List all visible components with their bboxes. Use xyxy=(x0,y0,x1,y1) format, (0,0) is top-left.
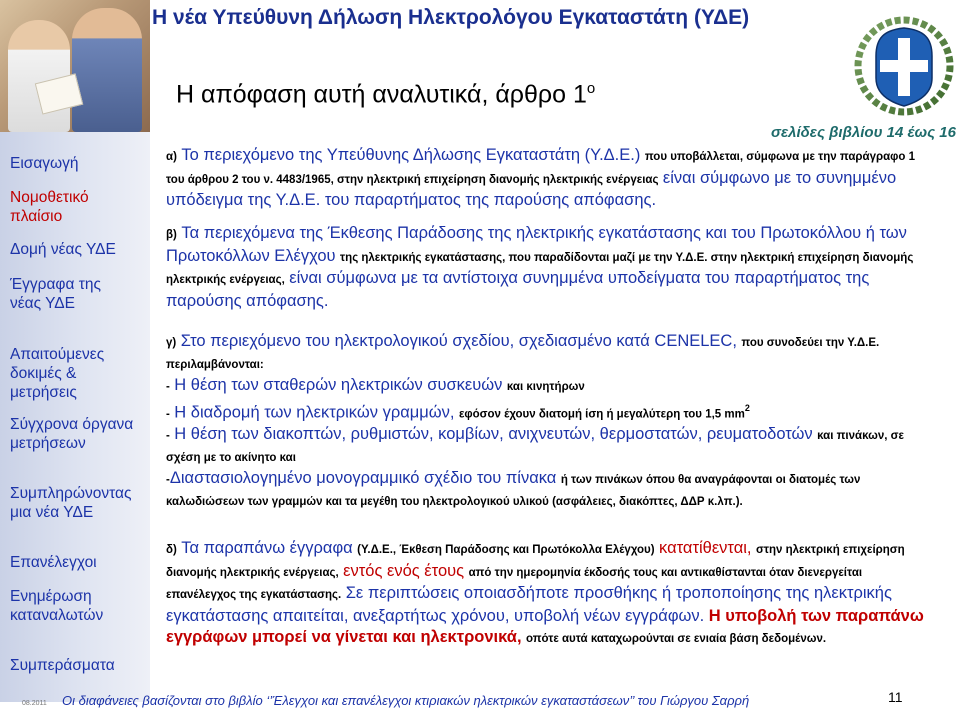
nav-item-consumer-info[interactable]: Ενημέρωση καταναλωτών xyxy=(10,588,104,624)
text-emphasis: Τα περιεχόμενα της Έκθεσης Παράδοσης της ηλεκτρικής εγκατάστασης και του Πρωτοκόλλου ή των Πρωτοκόλλων Ελέγχου xyxy=(166,224,907,265)
list-dash: - xyxy=(166,407,170,420)
text-detail: (Υ.Δ.Ε., Έκθεση Παράδοσης και Πρωτόκολλα Ελέγχου) xyxy=(357,544,655,556)
nav-item-conclusions[interactable]: Συμπεράσματα xyxy=(10,657,115,674)
item-prefix: β) xyxy=(166,229,177,241)
text-detail: που υποβάλλεται, σύμφωνα με την παράγραφο 1 του άρθρου 2 του ν. 4483/1965, στην ηλεκτρική επιχείρηση διανομής ηλεκτρικής ενέργειας xyxy=(166,151,916,186)
book-page-reference: σελίδες βιβλίου 14 έως 16 xyxy=(770,124,956,141)
text-emphasis: είναι σύμφωνα με τα αντίστοιχα συνημμένα υποδείγματα του παραρτήματος της παρούσης απόφασης. xyxy=(166,269,870,310)
section-heading-text: Η απόφαση αυτή αναλυτικά, άρθρο 1 xyxy=(176,80,587,109)
text-detail: και πινάκων, σε σχέση με το ακίνητο και xyxy=(166,430,904,464)
text-highlight: εντός ενός έτους xyxy=(343,561,465,580)
text-detail: ή των πινάκων όπου θα αναγράφονται οι διατομές των καλωδιώσεων των γραμμών και τα μεγέθη του ηλεκτρολογικού υλικού (ασφάλειες, διακόπτες, ΔΔΡ κ.λπ.). xyxy=(166,474,861,508)
nav-item-reinspections[interactable]: Επανέλεγχοι xyxy=(10,554,97,571)
paragraph-d xyxy=(166,538,926,650)
text-emphasis: Η διαδρομή των ηλεκτρικών γραμμών, xyxy=(174,402,455,421)
text-highlight: κατατίθενται, xyxy=(659,539,752,557)
sidebar-nav xyxy=(0,132,150,702)
text-detail: που συνοδεύει την Υ.Δ.Ε. περιλαμβάνονται: xyxy=(166,337,880,371)
superscript: 2 xyxy=(744,402,750,413)
text-highlight: Η υποβολή των παραπάνω εγγράφων μπορεί να γίνεται και ηλεκτρονικά, xyxy=(166,606,924,646)
paragraph-b xyxy=(166,223,926,312)
paragraph-a xyxy=(166,145,926,212)
nav-item-yde-documents[interactable]: Έγγραφα της νέας ΥΔΕ xyxy=(10,276,101,312)
hero-photo xyxy=(0,0,150,132)
greek-cross-emblem-icon xyxy=(852,16,956,116)
list-dash: - xyxy=(166,430,170,443)
item-prefix: α) xyxy=(166,151,177,163)
page-number: 11 xyxy=(888,689,903,705)
nav-item-tests-measurements[interactable]: Απαιτούμενες δοκιμές & μετρήσεις xyxy=(10,346,105,401)
text-detail: εφόσον έχουν διατομή ίση ή μεγαλύτερη του 1,5 mm xyxy=(458,407,745,420)
text-emphasis: Τα παραπάνω έγγραφα xyxy=(181,539,353,557)
text-emphasis: Σε περιπτώσεις οποιασδήποτε προσθήκης ή τροποποίησης της ηλεκτρικής εγκατάστασης απαιτείται, ανεξαρτήτως χρόνου, υποβολή νέων εγγράφων. xyxy=(166,584,892,625)
footer-date: 08.2011 xyxy=(22,700,47,707)
nav-item-legal-framework[interactable]: Νομοθετικό πλαίσιο xyxy=(10,189,89,225)
text-emphasis: Η θέση των διακοπτών, ρυθμιστών, κομβίων, ανιχνευτών, θερμοστατών, ρευματοδοτών xyxy=(174,425,813,444)
text-emphasis: Η θέση των σταθερών ηλεκτρικών συσκευών xyxy=(174,376,503,394)
list-item xyxy=(166,468,926,512)
text-emphasis: Διαστασιολογημένο μονογραμμικό σχέδιο του πίνακα xyxy=(169,469,557,488)
text-detail: οπότε αυτά καταχωρούνται σε ενιαία βάση δεδομένων. xyxy=(525,633,827,645)
section-heading xyxy=(176,80,595,109)
text-emphasis: είναι σύμφωνο με το συνημμένο υπόδειγμα της Υ.Δ.Ε. του παραρτήματος της παρούσης απόφασης. xyxy=(166,168,897,209)
footer-note: Οι διαφάνειες βασίζονται στο βιβλίο ‘’Έλεγχοι και επανέλεγχοι κτιριακών ηλεκτρικών εγκαταστάσεων’’ του Γιώργου Σαρρή xyxy=(62,693,750,708)
text-detail: και κινητήρων xyxy=(506,381,585,393)
text-detail: από την ημερομηνία έκδοσής τους και αντικαθίστανται όταν διενεργείται επανέλεγχος της εγκατάστασης. xyxy=(166,566,863,601)
nav-item-yde-structure[interactable]: Δομή νέας ΥΔΕ xyxy=(10,241,116,258)
list-item xyxy=(166,424,926,468)
list-dash: - xyxy=(166,381,170,393)
paragraph-c xyxy=(166,331,926,512)
person-figure-right xyxy=(72,8,142,132)
list-dash: - xyxy=(166,474,170,487)
item-prefix: δ) xyxy=(166,544,177,556)
nav-item-filling-yde[interactable]: Συμπληρώνοντας μια νέα ΥΔΕ xyxy=(10,485,132,521)
nav-item-measuring-instruments[interactable]: Σύγχρονα όργανα μετρήσεων xyxy=(10,416,134,452)
text-detail: της ηλεκτρικής εγκατάστασης, που παραδίδονται μαζί με την Υ.Δ.Ε. στην ηλεκτρική επιχείρηση διανομής ηλεκτρικής ενέργειας, xyxy=(166,251,914,286)
item-prefix: γ) xyxy=(166,337,177,349)
text-detail: στην ηλεκτρική επιχείρηση διανομής ηλεκτρικής ενέργειας, xyxy=(166,544,905,579)
text-emphasis: Το περιεχόμενο της Υπεύθυνης Δήλωσης Εγκαταστάτη (Υ.Δ.Ε.) xyxy=(181,146,641,164)
slide-title: Η νέα Υπεύθυνη Δήλωση Ηλεκτρολόγου Εγκαταστάτη (ΥΔΕ) xyxy=(152,6,750,29)
list-item xyxy=(166,398,926,425)
nav-item-introduction[interactable]: Εισαγωγή xyxy=(10,155,79,172)
list-item xyxy=(166,375,926,398)
text-emphasis: Στο περιεχόμενο του ηλεκτρολογικού σχεδίου, σχεδιασμένο κατά CENELEC, xyxy=(180,332,737,350)
section-heading-superscript: ο xyxy=(586,80,596,97)
